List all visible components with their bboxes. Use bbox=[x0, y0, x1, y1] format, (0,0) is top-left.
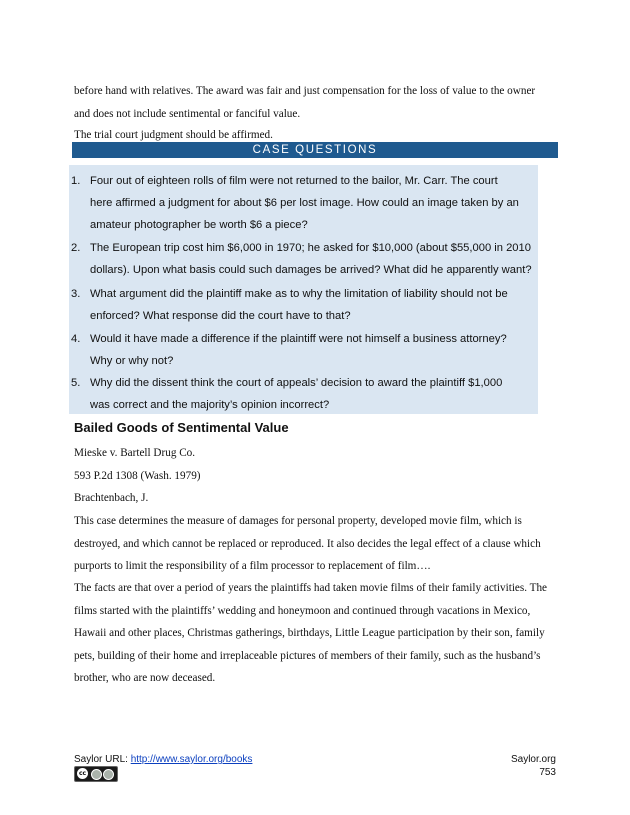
case-citation: 593 P.2d 1308 (Wash. 1979) bbox=[74, 470, 201, 482]
question-line: Why or why not? bbox=[90, 355, 174, 368]
question-line: Would it have made a difference if the plaintiff were not himself a business attorney? bbox=[90, 333, 507, 345]
question-line: was correct and the majority’s opinion incorrect? bbox=[90, 399, 330, 412]
saylor-books-link[interactable]: http://www.saylor.org/books bbox=[130, 754, 253, 765]
footer-url bbox=[74, 754, 252, 766]
case-paragraph-2 bbox=[74, 577, 554, 690]
intro-line: and does not include sentimental or fanciful value. bbox=[74, 107, 301, 120]
case-paragraph-1 bbox=[74, 510, 554, 578]
page-number: 753 bbox=[539, 767, 556, 778]
question-number: 4. bbox=[71, 333, 81, 345]
question-line: here affirmed a judgment for about $6 per lost image. How could an image taken by an bbox=[90, 197, 519, 210]
case-questions-header: CASE QUESTIONS bbox=[72, 142, 558, 158]
paragraph-line: films started with the plaintiffs’ wedding and honeymoon and continued through vacations in Mexico, bbox=[74, 604, 531, 617]
footer-site bbox=[511, 754, 556, 766]
case-name: Mieske v. Bartell Drug Co. bbox=[74, 447, 196, 459]
paragraph-line: Hawaii and other places, Christmas gatherings, birthdays, Little League participation by their son, family bbox=[74, 627, 545, 639]
question-number: 2. bbox=[71, 242, 81, 254]
question-line: The European trip cost him $6,000 in 1970; he asked for $10,000 (about $55,000 in 2010 bbox=[90, 242, 531, 254]
question-number: 3. bbox=[71, 288, 81, 300]
section-title: Bailed Goods of Sentimental Value bbox=[74, 420, 289, 435]
intro-line: before hand with relatives. The award was fair and just compensation for the loss of value to the owner bbox=[74, 85, 536, 97]
paragraph-line: purports to limit the responsibility of a film processor to replacement of film…. bbox=[74, 560, 431, 572]
question-line: amateur photographer be worth $6 a piece? bbox=[90, 219, 308, 232]
footer-site-name: Saylor.org bbox=[510, 754, 556, 765]
question-line: Why did the dissent think the court of appeals’ decision to award the plaintiff $1,000 bbox=[90, 377, 503, 389]
paragraph-line: pets, building of their home and irreplaceable pictures of members of their family, such as the husband’s bbox=[74, 649, 541, 662]
case-judge: Brachtenbach, J. bbox=[74, 492, 149, 504]
question-number: 1. bbox=[71, 175, 81, 187]
paragraph-line: This case determines the measure of damages for personal property, developed movie film, which is bbox=[74, 515, 522, 527]
footer-url-label: Saylor URL: bbox=[74, 754, 131, 765]
paragraph-line: brother, who are now deceased. bbox=[74, 672, 216, 684]
intro-text bbox=[74, 80, 554, 125]
cc-license-icon[interactable]: cc bbox=[74, 766, 118, 782]
paragraph-line: The facts are that over a period of years the plaintiffs had taken movie films of their family activities. The bbox=[74, 582, 548, 594]
question-line: enforced? What response did the court have to that? bbox=[90, 310, 351, 323]
question-line: Four out of eighteen rolls of film were not returned to the bailor, Mr. Carr. The court bbox=[90, 175, 498, 187]
intro-line: The trial court judgment should be affirmed. bbox=[74, 129, 273, 141]
question-number: 5. bbox=[71, 377, 81, 389]
question-line: What argument did the plaintiff make as to why the limitation of liability should not be bbox=[90, 288, 508, 300]
paragraph-line: destroyed, and which cannot be replaced or reproduced. It also decides the legal effect of a clause which bbox=[74, 537, 541, 550]
question-line: dollars). Upon what basis could such damages be arrived? What did he apparently want? bbox=[90, 264, 532, 277]
